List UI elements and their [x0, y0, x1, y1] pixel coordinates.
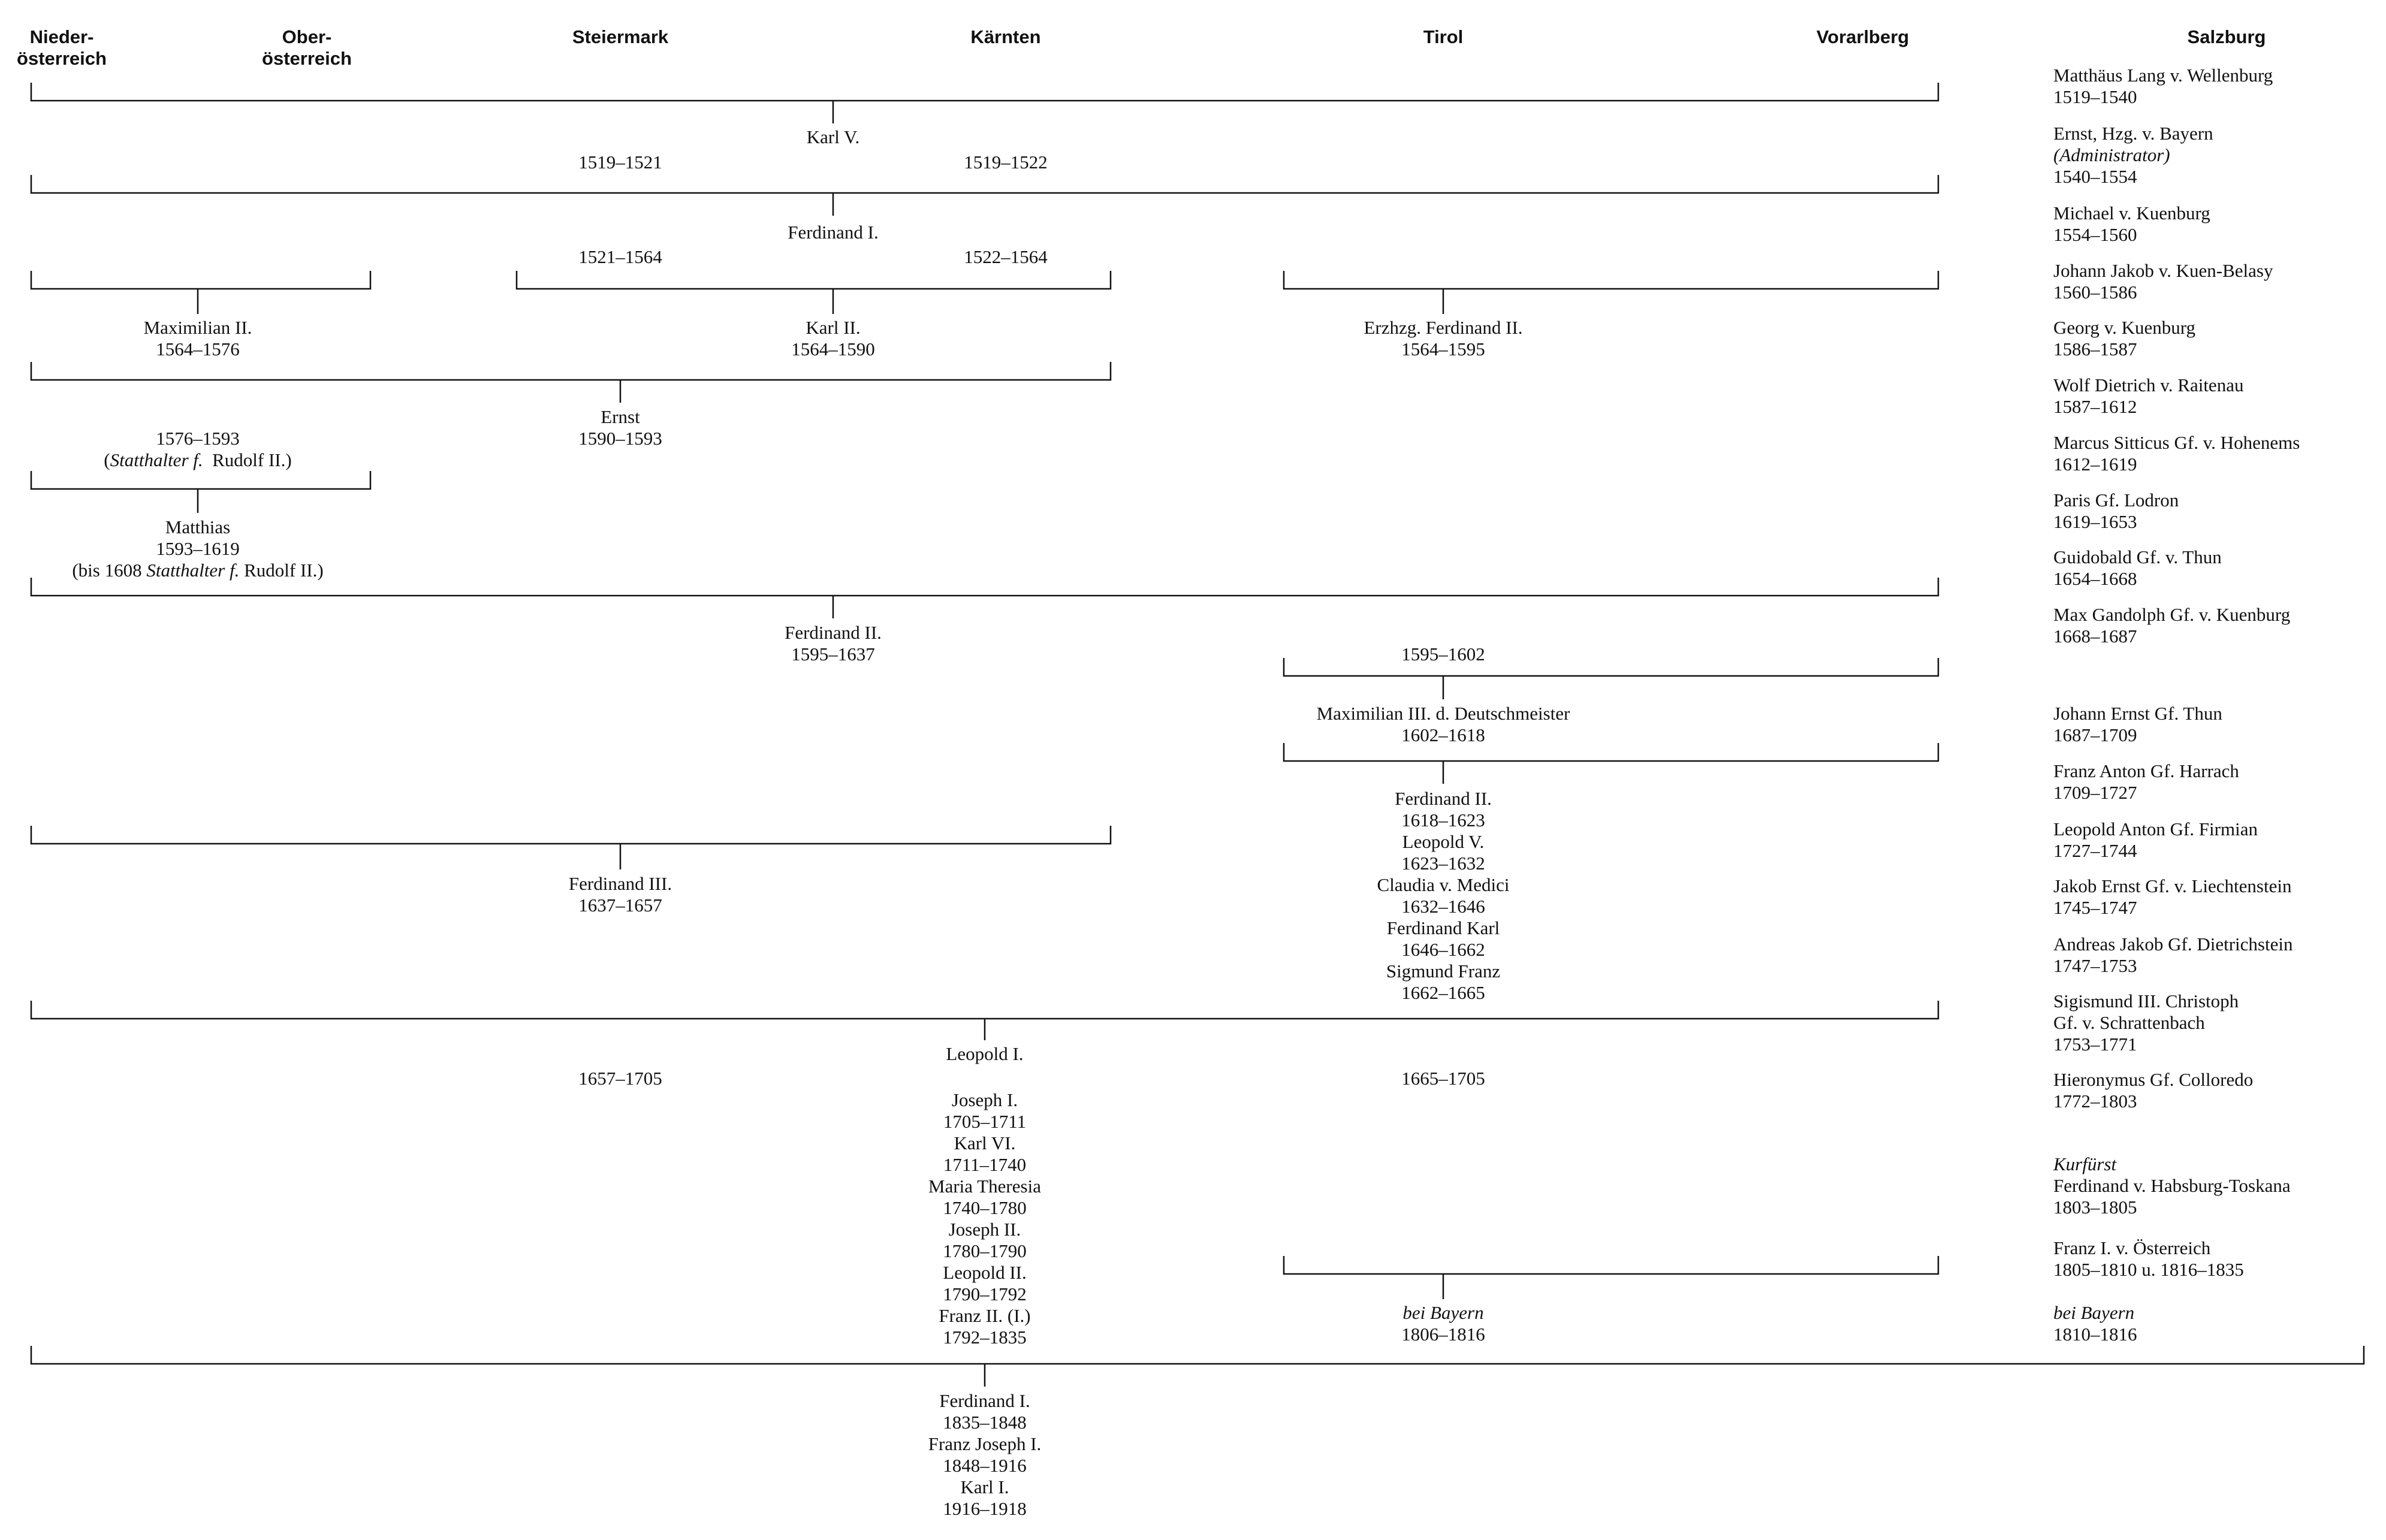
archbishop-name: Franz Anton Gf. Harrach	[2053, 760, 2239, 781]
archbishop-name: Andreas Jakob Gf. Dietrichstein	[2053, 934, 2293, 955]
archbishop-name: Georg v. Kuenburg	[2053, 317, 2196, 338]
austria-line-rulers	[928, 1390, 1042, 1520]
maximilian-ii-name: Maximilian II.	[143, 317, 252, 338]
tirol-line-entry: Ferdinand Karl	[1386, 917, 1500, 938]
erzhzg-ferdinand-ii-years: 1564–1595	[1401, 339, 1485, 360]
archbishop-years: 1709–1727	[2053, 782, 2137, 803]
salzburg-archbishop	[2053, 819, 2258, 862]
ferdinand-iii-name: Ferdinand III.	[568, 873, 672, 894]
archbishop-years: 1519–1540	[2053, 86, 2137, 107]
archbishop-note: (Administrator)	[2053, 144, 2170, 165]
bracket-connector	[1284, 271, 1938, 314]
salzburg-archbishop	[2053, 260, 2273, 303]
ferdinand-ii-name: Ferdinand II.	[785, 622, 882, 643]
bracket-connector	[31, 826, 1111, 869]
header-vorarlberg: Vorarlberg	[1816, 26, 1910, 47]
ruler-karl-ii	[791, 317, 875, 360]
tirol-line-entry: Leopold V.	[1402, 831, 1485, 852]
matthias-name: Matthias	[165, 517, 231, 538]
tirol-line-rulers	[1377, 788, 1510, 1004]
tirol-1595-years: 1595–1602	[1401, 644, 1485, 665]
archbishop-years: 1560–1586	[2053, 282, 2137, 303]
header-steiermark: Steiermark	[572, 26, 669, 47]
tirol-line-entry: Ferdinand II.	[1395, 788, 1492, 809]
erzhzg-ferdinand-ii-name: Erzhzg. Ferdinand II.	[1364, 317, 1523, 338]
salzburg-bei-bayern-years: 1810–1816	[2053, 1324, 2137, 1345]
archbishop-years: 1727–1744	[2053, 840, 2137, 861]
austria-line-entry: 1916–1918	[943, 1498, 1027, 1519]
habsburg-line-entry: Joseph II.	[948, 1219, 1021, 1240]
bracket-connector	[31, 175, 1938, 216]
salzburg-archbishop	[2053, 317, 2195, 360]
habsburg-line-entry: 1705–1711	[943, 1111, 1027, 1132]
header-kaernten: Kärnten	[970, 26, 1041, 47]
salzburg-archbishop	[2053, 991, 2239, 1055]
archbishop-name: Matthäus Lang v. Wellenburg	[2053, 65, 2273, 86]
leopold-i-right-years: 1665–1705	[1401, 1068, 1485, 1089]
rudolf-ii-note-italic: Statthalter f.	[110, 449, 203, 470]
archbishop-years: 1586–1587	[2053, 339, 2137, 360]
salzburg-archbishop	[2053, 375, 2243, 418]
archbishop-name: Sigismund III. Christoph	[2053, 991, 2239, 1011]
archbishop-name: Ernst, Hzg. v. Bayern	[2053, 123, 2213, 144]
archbishop-years: 1612–1619	[2053, 454, 2137, 475]
karl-v-kaernten-years: 1519–1522	[964, 152, 1048, 173]
tirol-line-entry: 1632–1646	[1401, 896, 1485, 917]
salzburg-bei-bayern	[2053, 1302, 2137, 1345]
archbishop-name: Johann Jakob v. Kuen-Belasy	[2053, 260, 2273, 281]
salzburg-archbishop	[2053, 203, 2210, 246]
bracket-connector	[31, 471, 370, 513]
archbishop-name: Guidobald Gf. v. Thun	[2053, 546, 2222, 567]
maximilian-iii-name: Maximilian III. d. Deutschmeister	[1316, 703, 1570, 724]
austria-line-entry: Franz Joseph I.	[928, 1433, 1042, 1454]
austria-line-entry: 1848–1916	[943, 1455, 1027, 1476]
ruler-ferdinand-ii	[785, 622, 882, 665]
bracket-connector	[31, 83, 1938, 123]
tirol-line-entry: 1646–1662	[1401, 939, 1485, 960]
header-niederoesterreich-line1: Nieder-	[29, 26, 94, 47]
salzburg-archbishop	[2053, 1069, 2253, 1112]
karl-ii-name: Karl II.	[806, 317, 861, 338]
header-tirol: Tirol	[1423, 26, 1464, 47]
salzburg-archbishop	[2053, 432, 2300, 475]
ferdinand-ii-years: 1595–1637	[791, 644, 875, 665]
salzburg-archbishop	[2053, 934, 2293, 977]
ernst-name: Ernst	[601, 406, 640, 427]
bracket-connector	[31, 578, 1938, 618]
bracket-connector	[1284, 1256, 1938, 1299]
rudolf-ii-note-suffix: Rudolf II.)	[203, 449, 292, 470]
bracket-connector	[1284, 743, 1938, 784]
habsburg-line-entry: Karl VI.	[954, 1133, 1016, 1154]
archbishop-name: Jakob Ernst Gf. v. Liechtenstein	[2053, 875, 2292, 896]
ferdinand-i-steiermark-years: 1521–1564	[578, 246, 662, 267]
matthias-note-prefix: (bis 1608	[72, 560, 147, 581]
salzburg-kurfuerst	[2053, 1154, 2291, 1218]
bracket-connector	[31, 271, 370, 314]
salzburg-bei-bayern-label: bei Bayern	[2053, 1302, 2135, 1323]
karl-v-steiermark-years: 1519–1521	[578, 152, 662, 173]
karl-ii-years: 1564–1590	[791, 339, 875, 360]
header-oberoesterreich	[262, 26, 352, 70]
ruler-ferdinand-i: Ferdinand I.	[788, 222, 879, 243]
tirol-line-entry: 1662–1665	[1401, 982, 1485, 1003]
salzburg-archbishop	[2053, 703, 2222, 746]
tirol-bei-bayern	[1401, 1302, 1485, 1345]
ruler-ferdinand-iii	[569, 873, 672, 916]
habsburg-line-entry: 1792–1835	[943, 1327, 1027, 1348]
habsburg-line-entry: 1740–1780	[943, 1197, 1027, 1218]
salzburg-archbishop	[2053, 760, 2239, 804]
header-niederoesterreich-line2: österreich	[17, 48, 107, 69]
kurfuerst-name: Ferdinand v. Habsburg-Toskana	[2053, 1175, 2291, 1196]
archbishop-years: 1687–1709	[2053, 724, 2137, 745]
matthias-note-italic: Statthalter f.	[146, 560, 240, 581]
bracket-connector	[31, 362, 1111, 403]
rudolf-ii-note	[104, 449, 291, 471]
habsburg-line-entry: Leopold II.	[943, 1262, 1027, 1283]
austria-line-entry: Ferdinand I.	[939, 1390, 1030, 1411]
salzburg-archbishop	[2053, 123, 2213, 188]
matthias-note	[72, 560, 323, 581]
habsburg-line-entry: 1790–1792	[943, 1284, 1027, 1305]
austria-line-entry: Karl I.	[960, 1476, 1009, 1497]
ruler-ernst	[578, 406, 662, 449]
kurfuerst-years: 1803–1805	[2053, 1197, 2137, 1218]
habsburg-line-entry: Joseph I.	[951, 1089, 1018, 1110]
habsburg-line-rulers	[928, 1089, 1041, 1348]
salzburg-archbishop	[2053, 65, 2273, 108]
habsburg-line-entry: 1711–1740	[943, 1154, 1027, 1175]
salzburg-archbishop	[2053, 490, 2179, 533]
rudolf-ii-years: 1576–1593	[156, 428, 240, 449]
habsburg-line-entry: 1780–1790	[943, 1240, 1027, 1261]
bracket-connector	[1284, 658, 1938, 699]
ruler-leopold-i: Leopold I.	[946, 1043, 1024, 1064]
habsburg-line-entry: Franz II. (I.)	[939, 1305, 1031, 1326]
archbishop-years: 1745–1747	[2053, 897, 2137, 918]
header-salzburg: Salzburg	[2187, 26, 2266, 47]
bracket-connector	[517, 271, 1111, 314]
header-oberoesterreich-line1: Ober-	[282, 26, 332, 47]
salzburg-archbishop	[2053, 875, 2291, 919]
archbishop-years: 1540–1554	[2053, 166, 2137, 187]
tirol-bei-bayern-years: 1806–1816	[1401, 1324, 1485, 1345]
archbishop-name: Paris Gf. Lodron	[2053, 490, 2179, 511]
archbishop-name: Wolf Dietrich v. Raitenau	[2053, 375, 2244, 395]
maximilian-ii-years: 1564–1576	[156, 339, 240, 360]
tirol-line-entry: 1618–1623	[1401, 810, 1485, 831]
header-niederoesterreich	[17, 26, 107, 70]
archbishop-name: Marcus Sitticus Gf. v. Hohenems	[2053, 432, 2300, 453]
ruler-erzhzg-ferdinand-ii	[1364, 317, 1522, 360]
header-oberoesterreich-line2: österreich	[262, 48, 352, 69]
salzburg-archbishop	[2053, 546, 2222, 590]
ruler-matthias	[72, 517, 323, 581]
archbishop-years: 1668–1687	[2053, 626, 2137, 647]
franz-name: Franz I. v. Österreich	[2053, 1237, 2211, 1258]
archbishop-name: Michael v. Kuenburg	[2053, 203, 2210, 224]
archbishop-years: 1619–1653	[2053, 511, 2137, 532]
austria-line-entry: 1835–1848	[943, 1412, 1027, 1433]
ferdinand-iii-years: 1637–1657	[578, 895, 662, 916]
ferdinand-i-kaernten-years: 1522–1564	[964, 246, 1048, 267]
tirol-line-entry: 1623–1632	[1401, 853, 1485, 874]
rudolf-ii-statthalter	[104, 428, 291, 471]
archbishop-years: 1554–1560	[2053, 224, 2137, 245]
tirol-line-entry: Claudia v. Medici	[1377, 874, 1510, 895]
salzburg-franz	[2053, 1237, 2244, 1281]
ruler-maximilian-iii	[1317, 703, 1570, 746]
habsburg-line-entry: Maria Theresia	[928, 1176, 1041, 1197]
archbishop-name: Johann Ernst Gf. Thun	[2053, 703, 2222, 724]
ruler-karl-v: Karl V.	[806, 126, 860, 147]
archbishop-name: Hieronymus Gf. Colloredo	[2053, 1069, 2254, 1090]
salzburg-archbishop	[2053, 604, 2290, 647]
leopold-i-left-years: 1657–1705	[578, 1068, 662, 1089]
tirol-bei-bayern-label: bei Bayern	[1402, 1302, 1484, 1323]
franz-years: 1805–1810 u. 1816–1835	[2053, 1259, 2244, 1280]
archbishop-years: 1772–1803	[2053, 1091, 2137, 1112]
rudolf-ii-note-prefix: (	[104, 449, 110, 470]
bracket-connector	[31, 1346, 2364, 1387]
maximilian-iii-years: 1602–1618	[1401, 724, 1485, 745]
archbishop-years: 1747–1753	[2053, 955, 2137, 976]
archbishop-years: 1587–1612	[2053, 396, 2137, 417]
archbishop-name: Max Gandolph Gf. v. Kuenburg	[2053, 604, 2291, 625]
archbishop-years: 1753–1771	[2053, 1034, 2137, 1055]
bracket-connector	[31, 1001, 1938, 1040]
archbishop-years: 1654–1668	[2053, 568, 2137, 589]
ernst-years: 1590–1593	[578, 428, 662, 449]
kurfuerst-title: Kurfürst	[2053, 1154, 2117, 1174]
ruler-maximilian-ii	[144, 317, 252, 360]
archbishop-name: Leopold Anton Gf. Firmian	[2053, 819, 2258, 840]
matthias-note-suffix: Rudolf II.)	[239, 560, 324, 581]
tirol-line-entry: Sigmund Franz	[1386, 961, 1501, 982]
matthias-years: 1593–1619	[156, 538, 240, 559]
archbishop-name-line2: Gf. v. Schrattenbach	[2053, 1012, 2205, 1033]
